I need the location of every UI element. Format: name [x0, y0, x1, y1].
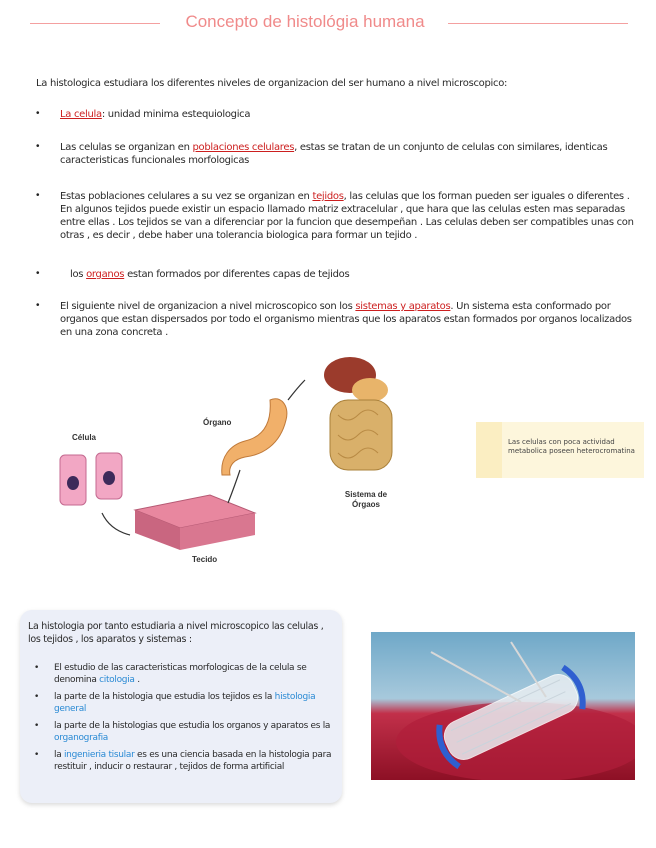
bullet-dot: •: [36, 141, 40, 152]
bullet-dot: •: [36, 190, 40, 201]
link-histologia-general[interactable]: histologia general: [54, 692, 316, 714]
bullet-celula: La celula: unidad minima estequiologica: [60, 109, 251, 120]
sticky-note: Las celulas con poca actividad metabolica poseen heterocromatina: [476, 422, 644, 478]
page-header: [0, 10, 656, 36]
organ-illustration: [222, 399, 287, 475]
bullet-dot: •: [36, 300, 40, 311]
arrow-organ-to-system: [288, 380, 305, 400]
bullet-dot: •: [36, 268, 40, 279]
card-intro: La histologia por tanto estudiaria a nivel microscopico las celulas , los tejidos , los aparatos y sistemas :: [28, 621, 324, 645]
label-sistema: Sistema de Órgaos: [344, 490, 388, 509]
link-organografia[interactable]: organografia: [54, 733, 108, 743]
link-celula[interactable]: La celula: [60, 109, 102, 120]
intro-paragraph: La histologica estudiara los diferentes niveles de organizacion del ser humano a nivel microscopico:: [36, 78, 508, 89]
link-tejidos[interactable]: tejidos: [312, 191, 344, 202]
link-citologia[interactable]: citologia: [99, 675, 135, 685]
label-tejido: Tecido: [192, 555, 218, 564]
header-divider-right: [448, 23, 628, 24]
label-organo: Órgano: [203, 418, 232, 427]
organization-levels-diagram: [40, 345, 420, 575]
cell-illustration: [60, 453, 122, 505]
page-title: Concepto de histológia humana: [185, 12, 425, 31]
link-sistemas-aparatos[interactable]: sistemas y aparatos: [355, 301, 451, 312]
arrow-cell-to-tissue: [102, 513, 130, 535]
bullet-sistemas: El siguiente nivel de organizacion a nivel microscopico son los sistemas y aparatos. Un sistema esta conformado por organos que estan dispersados por todo el organismo mientras que los aparatos estan formados por organos localizados en una zona concreta .: [60, 301, 632, 338]
link-ingenieria-tisular[interactable]: ingenieria tisular: [63, 750, 135, 760]
tissue-illustration: [135, 495, 255, 550]
header-divider-left: [30, 23, 160, 24]
list-item: • la ingenieria tisular es es una ciencia basada en la histologia para restituir , inducir o restaurar , tejidos de forma artificial: [28, 749, 338, 773]
list-item: • El estudio de las caracteristicas morfologicas de la celula se denomina citologia .: [28, 662, 338, 686]
bullet-tejidos: Estas poblaciones celulares a su vez se organizan en tejidos, las celulas que los forman pueden ser iguales o diferentes . En algunos tejidos puede existir un espacio llamado matriz extracelular , que hara que las celulas esten mas separadas entre ellas . Los tejidos se van a diferenciar por la funcion que desempeñan . Las celulas deben ser compatibles unas con otras , es decir , debe haber una tolerancia biologica para formar un tejido .: [60, 191, 634, 241]
bullet-dot: •: [36, 108, 40, 119]
list-item: • la parte de la histologia que estudia los tejidos es la histologia general: [28, 691, 338, 715]
bullet-poblaciones: Las celulas se organizan en poblaciones celulares, estas se tratan de un conjunto de celulas con similares, identicas caracteristicas funcionales morfologicas: [60, 142, 608, 166]
link-poblaciones-celulares[interactable]: poblaciones celulares: [192, 142, 295, 153]
link-organos[interactable]: organos: [86, 269, 125, 280]
label-celula: Célula: [72, 433, 97, 442]
card-list: [28, 662, 338, 778]
summary-card: [20, 610, 342, 803]
organ-system-illustration: [324, 357, 392, 470]
bullet-organos: los organos estan formados por diferentes capas de tejidos: [70, 269, 350, 280]
list-item: • la parte de la histologias que estudia los organos y aparatos es la organografia: [28, 720, 338, 744]
tissue-engineering-photo: [371, 632, 635, 780]
